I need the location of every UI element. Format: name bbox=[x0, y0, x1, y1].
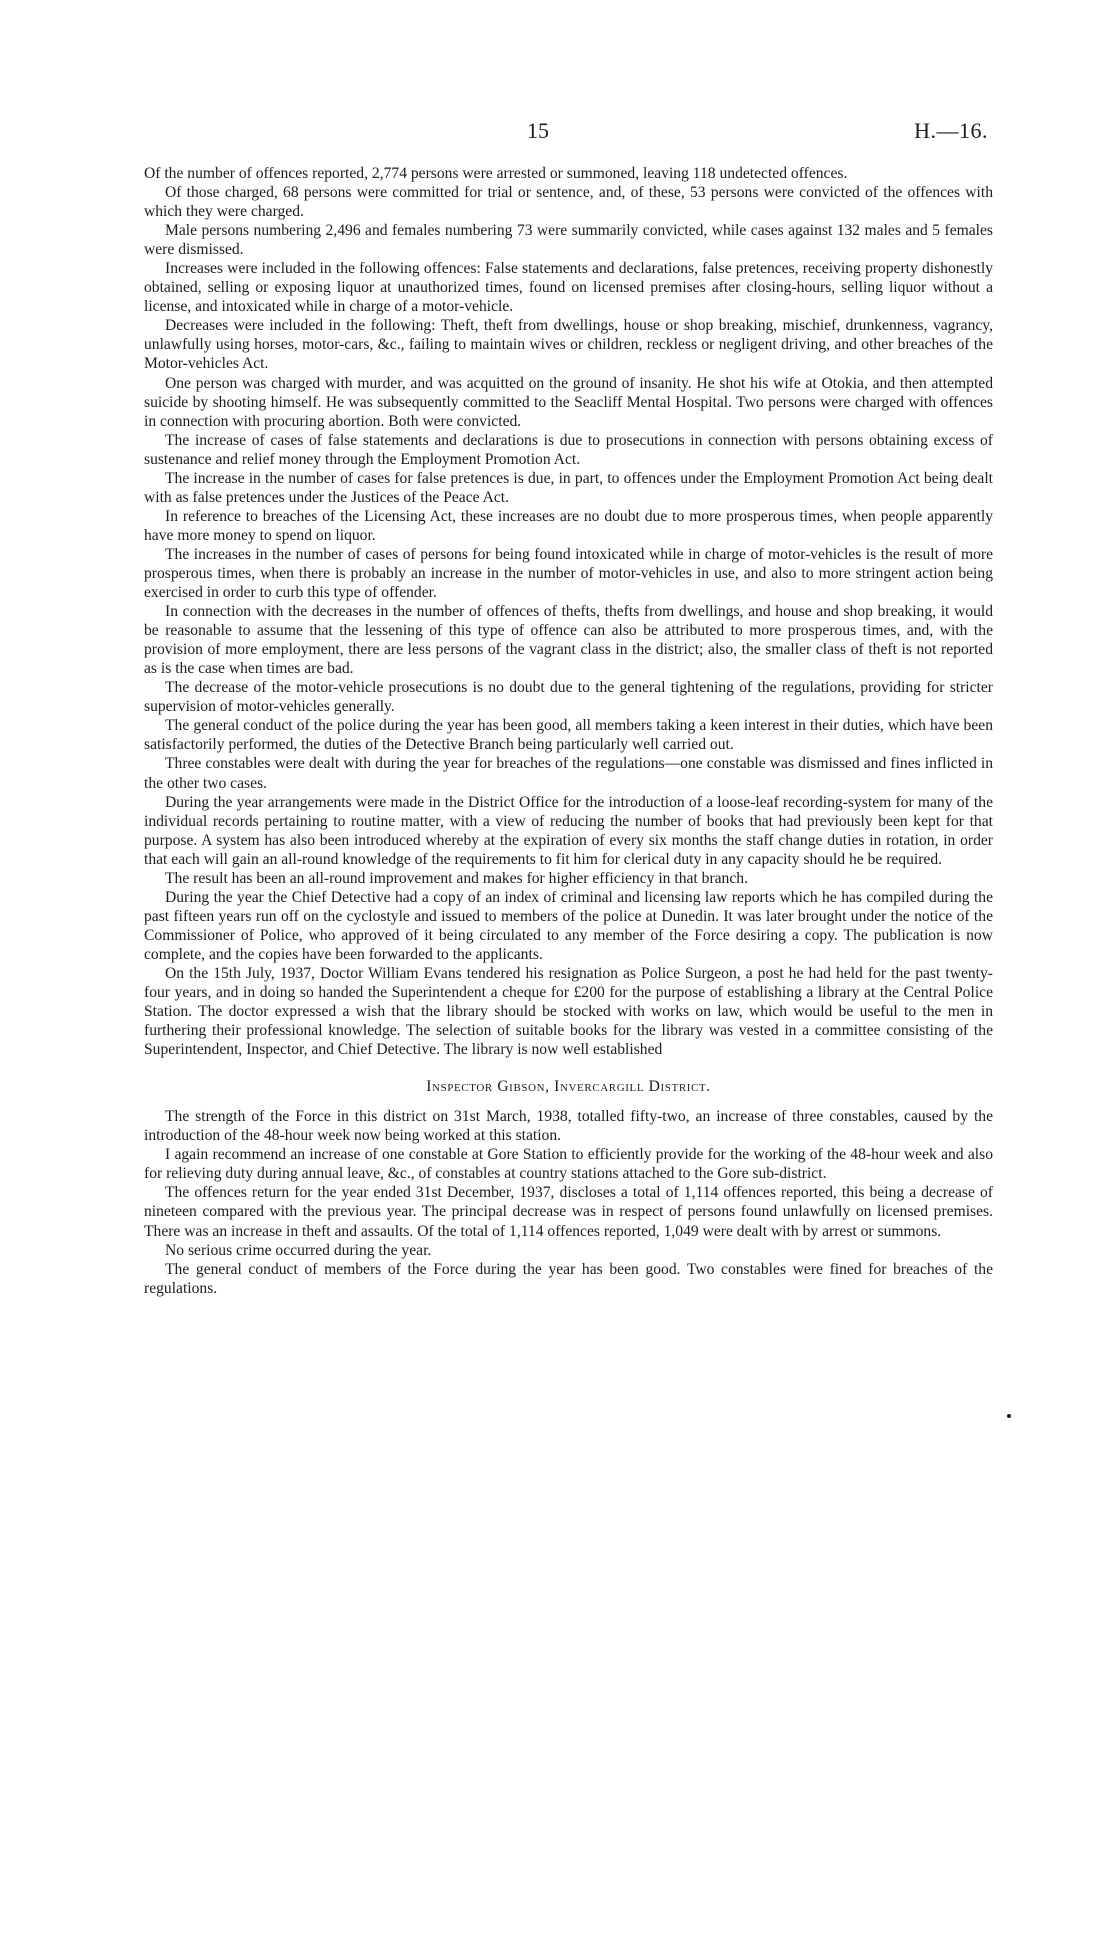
paragraph: During the year the Chief Detective had a copy of an index of criminal and licensing law reports which he has compiled during the past fifteen years run off on the cyclostyle and issued to members of the police at Dunedin. It was later brought under the notice of the Commissioner of Police, who approved of it being circulated to any member of the Force desiring a copy. The publication is now complete, and the copies have been forwarded to the applicants. bbox=[144, 888, 993, 963]
paragraph: The result has been an all-round improvement and makes for higher efficiency in that branch. bbox=[165, 869, 748, 887]
page-header bbox=[0, 118, 1114, 148]
paragraph: In connection with the decreases in the number of offences of thefts, thefts from dwellings, and house and shop breaking, it would be reasonable to assume that the lessening of this type of offence can also be attributed to more prosperous times, and, with the provision of more employment, there are less persons of the vagrant class in the district; also, the smaller class of theft is not reported as is the case when times are bad. bbox=[144, 603, 993, 678]
paragraph: The strength of the Force in this district on 31st March, 1938, totalled fifty-two, an increase of three constables, caused by the introduction of the 48-hour week now being worked at this station. bbox=[144, 1108, 993, 1145]
paragraph: Of those charged, 68 persons were committed for trial or sentence, and, of these, 53 persons were convicted of the offences with which they were charged. bbox=[144, 184, 993, 221]
paragraph: One person was charged with murder, and was acquitted on the ground of insanity. He shot his wife at Otokia, and then attempted suicide by shooting himself. He was subsequently committed to the Seacliff Mental Hospital. Two persons were charged with offences in connection with procuring abortion. Both were convicted. bbox=[144, 374, 993, 430]
paragraph: Decreases were included in the following: Theft, theft from dwellings, house or shop breaking, mischief, drunkenness, vagrancy, unlawfully using horses, motor-cars, &c., failing to maintain wives or children, reckless or negligent driving, and other breaches of the Motor-vehicles Act. bbox=[144, 317, 993, 373]
paragraph: The increase in the number of cases for false pretences is due, in part, to offences under the Employment Promotion Act being dealt with as false pretences under the Justices of the Peace Act. bbox=[144, 469, 993, 506]
paragraph: No serious crime occurred during the year. bbox=[165, 1241, 432, 1259]
print-dot-mark bbox=[1007, 1414, 1011, 1418]
paragraph: In reference to breaches of the Licensing Act, these increases are no doubt due to more prosperous times, when people apparently have more money to spend on liquor. bbox=[144, 507, 993, 544]
document-reference: H.—16. bbox=[914, 118, 988, 143]
paragraph: The increase of cases of false statements and declarations is due to prosecutions in connection with persons obtaining excess of sustenance and relief money through the Employment Promotion Act. bbox=[144, 431, 993, 468]
paragraph: Increases were included in the following offences: False statements and declarations, false pretences, receiving property dishonestly obtained, selling or exposing liquor at unauthorized times, found on licensed premises after closing-hours, selling liquor without a license, and intoxicated while in charge of a motor-vehicle. bbox=[144, 260, 993, 316]
paragraph: The general conduct of the police during the year has been good, all members taking a keen interest in their duties, which have been satisfactorily performed, the duties of the Detective Branch being particularly well carried out. bbox=[144, 717, 993, 754]
paragraph: Of the number of offences reported, 2,774 persons were arrested or summoned, leaving 118 undetected offences. bbox=[144, 165, 848, 182]
paragraph: The decrease of the motor-vehicle prosecutions is no doubt due to the general tightening of the regulations, providing for stricter supervision of motor-vehicles generally. bbox=[144, 679, 993, 716]
page-number: 15 bbox=[527, 118, 549, 143]
body-text bbox=[144, 164, 993, 1298]
paragraph: Male persons numbering 2,496 and females numbering 73 were summarily convicted, while cases against 132 males and 5 females were dismissed. bbox=[144, 222, 993, 259]
paragraph: I again recommend an increase of one constable at Gore Station to efficiently provide for the working of the 48-hour week and also for relieving duty during annual leave, &c., of constables at country stations attached to the Gore sub-district. bbox=[144, 1146, 993, 1183]
paragraph: Three constables were dealt with during the year for breaches of the regulations—one constable was dismissed and fines inflicted in the other two cases. bbox=[144, 755, 993, 792]
paragraph: During the year arrangements were made in the District Office for the introduction of a loose-leaf recording-system for many of the individual records pertaining to routine matter, with a view of reducing the number of books that had previously been kept for that purpose. A system has also been introduced whereby at the expiration of every six months the staff change duties in rotation, in order that each will gain an all-round knowledge of the requirements to fit him for clerical duty in any capacity should he be required. bbox=[144, 793, 993, 868]
paragraph: The offences return for the year ended 31st December, 1937, discloses a total of 1,114 offences reported, this being a decrease of nineteen compared with the previous year. The principal decrease was in respect of persons found unlawfully on licensed premises. There was an increase in theft and assaults. Of the total of 1,114 offences reported, 1,049 were dealt with by arrest or summons. bbox=[144, 1184, 993, 1240]
paragraph: On the 15th July, 1937, Doctor William Evans tendered his resignation as Police Surgeon, a post he had held for the past twenty-four years, and in doing so handed the Superintendent a cheque for £200 for the purpose of establishing a library at the Central Police Station. The doctor expressed a wish that the library should be stocked with works on law, which would be useful to the men in furthering their professional knowledge. The selection of suitable books for the library was vested in a committee consisting of the Superintendent, Inspector, and Chief Detective. The library is now well established bbox=[144, 964, 993, 1059]
section-heading: Inspector Gibson, Invercargill District. bbox=[426, 1078, 711, 1096]
paragraph: The increases in the number of cases of persons for being found intoxicated while in charge of motor-vehicles is the result of more prosperous times, when there is probably an increase in the number of motor-vehicles in use, and also to more stringent action being exercised in order to curb this type of offender. bbox=[144, 545, 993, 602]
paragraph: The general conduct of members of the Force during the year has been good. Two constables were fined for breaches of the regulations. bbox=[144, 1260, 993, 1297]
